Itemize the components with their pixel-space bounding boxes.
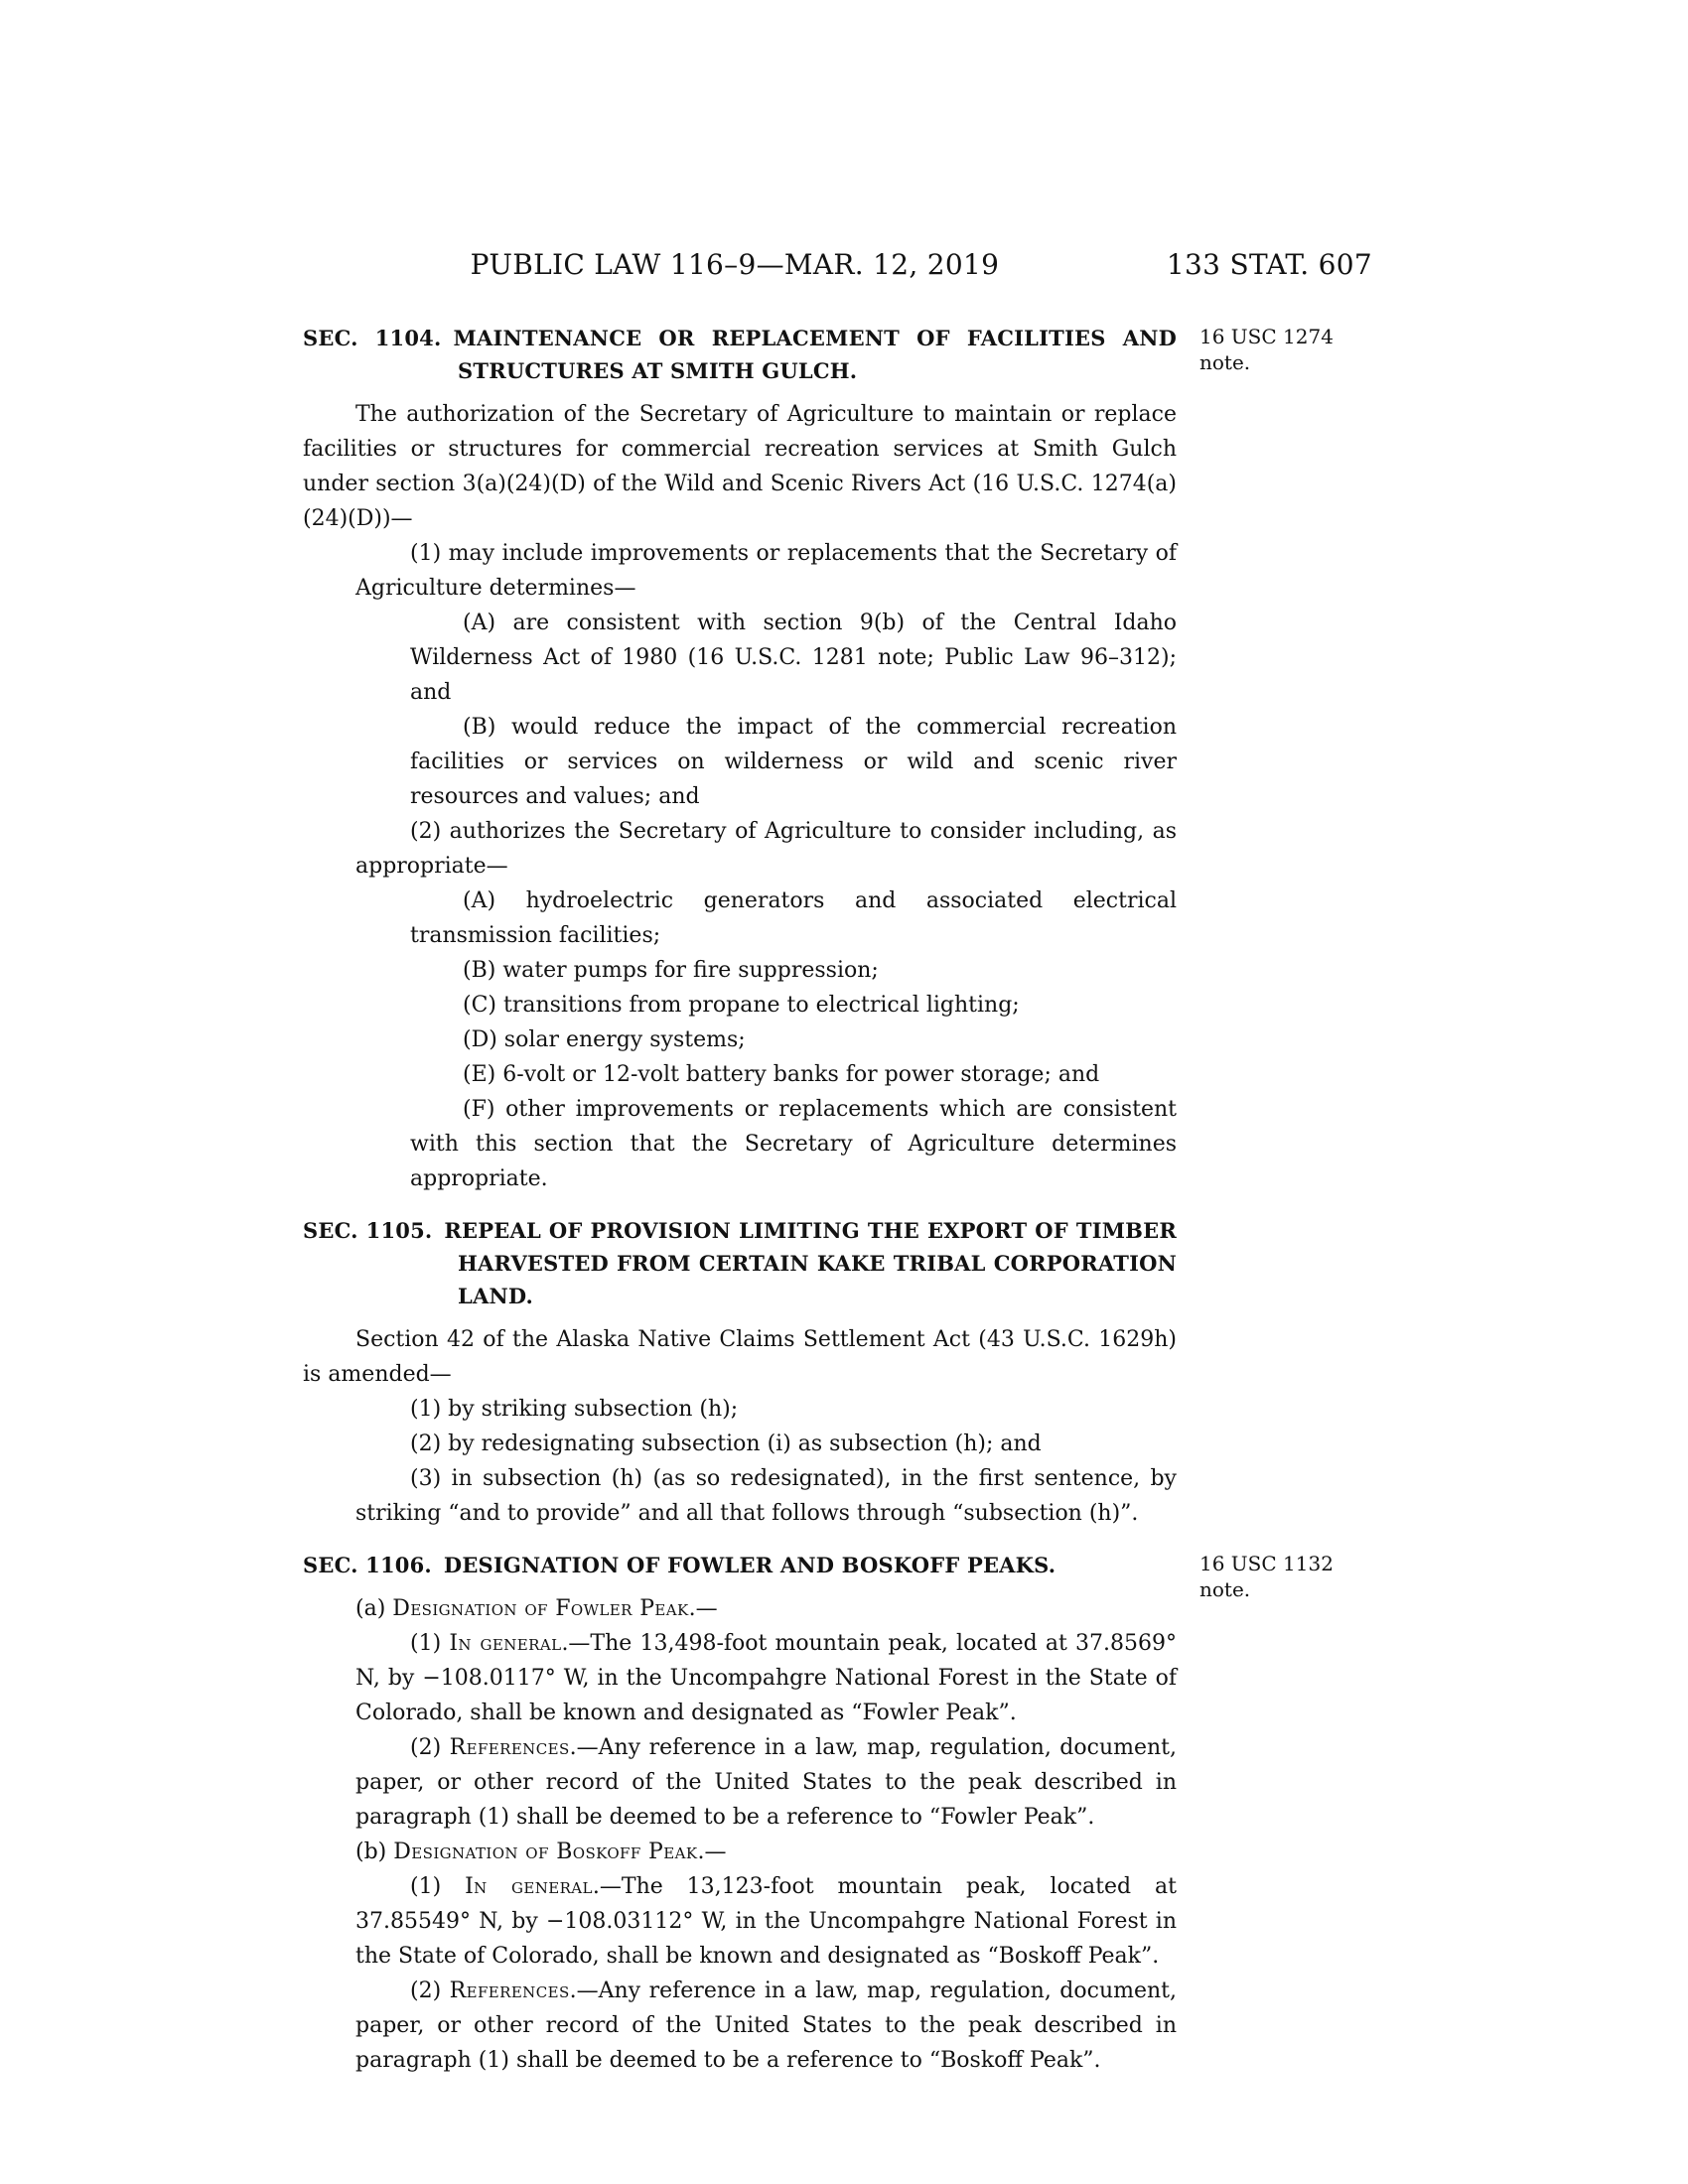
small-caps-term: In general — [449, 1631, 562, 1656]
statute-paragraph — [355, 1461, 1177, 1531]
stat-page-number: 133 STAT. 607 — [1166, 248, 1372, 281]
statute-paragraph — [410, 884, 1177, 953]
paragraph-text: (C) transitions from propane to electrical lighting; — [463, 993, 1020, 1018]
paragraph-text: .— — [688, 1596, 718, 1621]
paragraph-text: (1) may include improvements or replacements that the Secretary of Agriculture determines— — [355, 541, 1177, 601]
small-caps-term: References — [449, 1979, 570, 2003]
section-body — [303, 397, 1177, 1196]
margin-note: 16 USC 1132 note. — [1199, 1552, 1334, 1601]
statute-paragraph — [355, 1392, 1177, 1427]
paragraph-text: Section 42 of the Alaska Native Claims Settlement Act (43 U.S.C. 1629h) is amended— — [303, 1327, 1177, 1387]
small-caps-term: Designation of Boskoff Peak — [393, 1840, 698, 1864]
section-heading — [303, 1214, 1177, 1312]
paragraph-text: (a) — [355, 1596, 393, 1621]
paragraph-text: .— — [697, 1840, 727, 1864]
statute-paragraph — [410, 710, 1177, 814]
statute-paragraph — [355, 1626, 1177, 1730]
paragraph-text: (A) are consistent with section 9(b) of the Central Idaho Wilderness Act of 1980 (16 U.S.C. 1281 note; Public Law 96–312); and — [410, 611, 1177, 705]
law-section — [303, 1196, 1177, 1531]
small-caps-term: References — [449, 1735, 570, 1760]
statute-paragraph — [355, 1869, 1177, 1974]
section-number: SEC. 1104. — [303, 326, 442, 350]
page-header — [303, 248, 1372, 282]
paragraph-text: .—Any reference in a law, map, regulation, document, paper, or other record of the United States to the peak described in paragraph (1) shall be deemed to be a reference to “Boskoff Peak”. — [355, 1979, 1178, 2073]
statute-paragraph — [410, 953, 1177, 988]
section-title: MAINTENANCE OR REPLACEMENT OF FACILITIES AND STRUCTURES AT SMITH GULCH. — [453, 326, 1177, 383]
paragraph-text: (1) by striking subsection (h); — [410, 1397, 739, 1422]
section-heading — [303, 1549, 1177, 1581]
statute-paragraph — [355, 1974, 1177, 2078]
section-title: DESIGNATION OF FOWLER AND BOSKOFF PEAKS. — [443, 1553, 1056, 1577]
section-number: SEC. 1105. — [303, 1218, 433, 1243]
page-content — [303, 0, 1372, 2078]
statute-paragraph — [303, 397, 1177, 536]
statute-paragraph — [355, 814, 1177, 884]
statute-paragraph — [410, 1023, 1177, 1057]
statute-paragraph — [303, 1835, 1177, 1869]
statute-paragraph — [410, 988, 1177, 1023]
paragraph-text: (2) by redesignating subsection (i) as subsection (h); and — [410, 1432, 1042, 1456]
paragraph-text: (A) hydroelectric generators and associated electrical transmission facilities; — [410, 888, 1177, 948]
paragraph-text: (B) water pumps for fire suppression; — [463, 958, 879, 983]
paragraph-text: (b) — [355, 1840, 394, 1864]
margin-note: 16 USC 1274 note. — [1199, 325, 1334, 374]
paragraph-text: (2) authorizes the Secretary of Agriculture to consider including, as appropriate— — [355, 819, 1177, 879]
statute-paragraph — [355, 1730, 1177, 1835]
section-heading — [303, 322, 1177, 387]
paragraph-text: (2) — [410, 1735, 450, 1760]
paragraph-text: (1) — [410, 1631, 450, 1656]
section-body — [303, 1591, 1177, 2078]
sections-container — [303, 304, 1334, 2078]
statute-paragraph — [410, 1092, 1177, 1196]
paragraph-text: .—The 13,498-foot mountain peak, located at 37.8569° N, by −108.0117° W, in the Uncompahgre National Forest in the State of Colorado, shall be known and designated as “Fowler Peak”. — [355, 1631, 1177, 1725]
paragraph-text: (2) — [410, 1979, 450, 2003]
paragraph-text: .—Any reference in a law, map, regulation, document, paper, or other record of the United States to the peak described in paragraph (1) shall be deemed to be a reference to “Fowler Peak”. — [355, 1735, 1178, 1830]
paragraph-text: (E) 6-volt or 12-volt battery banks for power storage; and — [463, 1062, 1100, 1087]
paragraph-text: (3) in subsection (h) (as so redesignated), in the first sentence, by striking “and to provide” and all that follows through “subsection (h)”. — [355, 1466, 1177, 1526]
section-number: SEC. 1106. — [303, 1553, 432, 1577]
statute-paragraph — [410, 1057, 1177, 1092]
paragraph-text: The authorization of the Secretary of Agriculture to maintain or replace facilities or structures for commercial recreation services at Smith Gulch under section 3(a)(24)(D) of the Wild and Scenic Rivers Act (16 U.S.C. 1274(a)(24)(D))— — [303, 402, 1177, 531]
running-head: PUBLIC LAW 116–9—MAR. 12, 2019 — [470, 248, 1000, 281]
law-section — [303, 1531, 1334, 2078]
paragraph-text: (1) — [410, 1874, 466, 1899]
paragraph-text: (D) solar energy systems; — [463, 1027, 746, 1052]
small-caps-term: In general — [465, 1874, 593, 1899]
statute-paragraph — [303, 1591, 1177, 1626]
section-body — [303, 1322, 1177, 1531]
law-section — [303, 304, 1334, 1196]
statute-paragraph — [410, 606, 1177, 710]
statute-paragraph — [355, 536, 1177, 606]
paragraph-text: (B) would reduce the impact of the commercial recreation facilities or services on wilderness or wild and scenic river resources and values; and — [410, 715, 1177, 809]
paragraph-text: .—The 13,123-foot mountain peak, located at 37.85549° N, by −108.03112° W, in the Uncompahgre National Forest in the State of Colorado, shall be known and designated as “Boskoff Peak”. — [355, 1874, 1177, 1969]
statute-paragraph — [355, 1427, 1177, 1461]
small-caps-term: Designation of Fowler Peak — [392, 1596, 689, 1621]
statute-paragraph — [303, 1322, 1177, 1392]
paragraph-text: (F) other improvements or replacements which are consistent with this section that the Secretary of Agriculture determines appropriate. — [410, 1097, 1177, 1191]
section-title: REPEAL OF PROVISION LIMITING THE EXPORT OF TIMBER HARVESTED FROM CERTAIN KAKE TRIBAL CORPORATION LAND. — [444, 1218, 1177, 1308]
